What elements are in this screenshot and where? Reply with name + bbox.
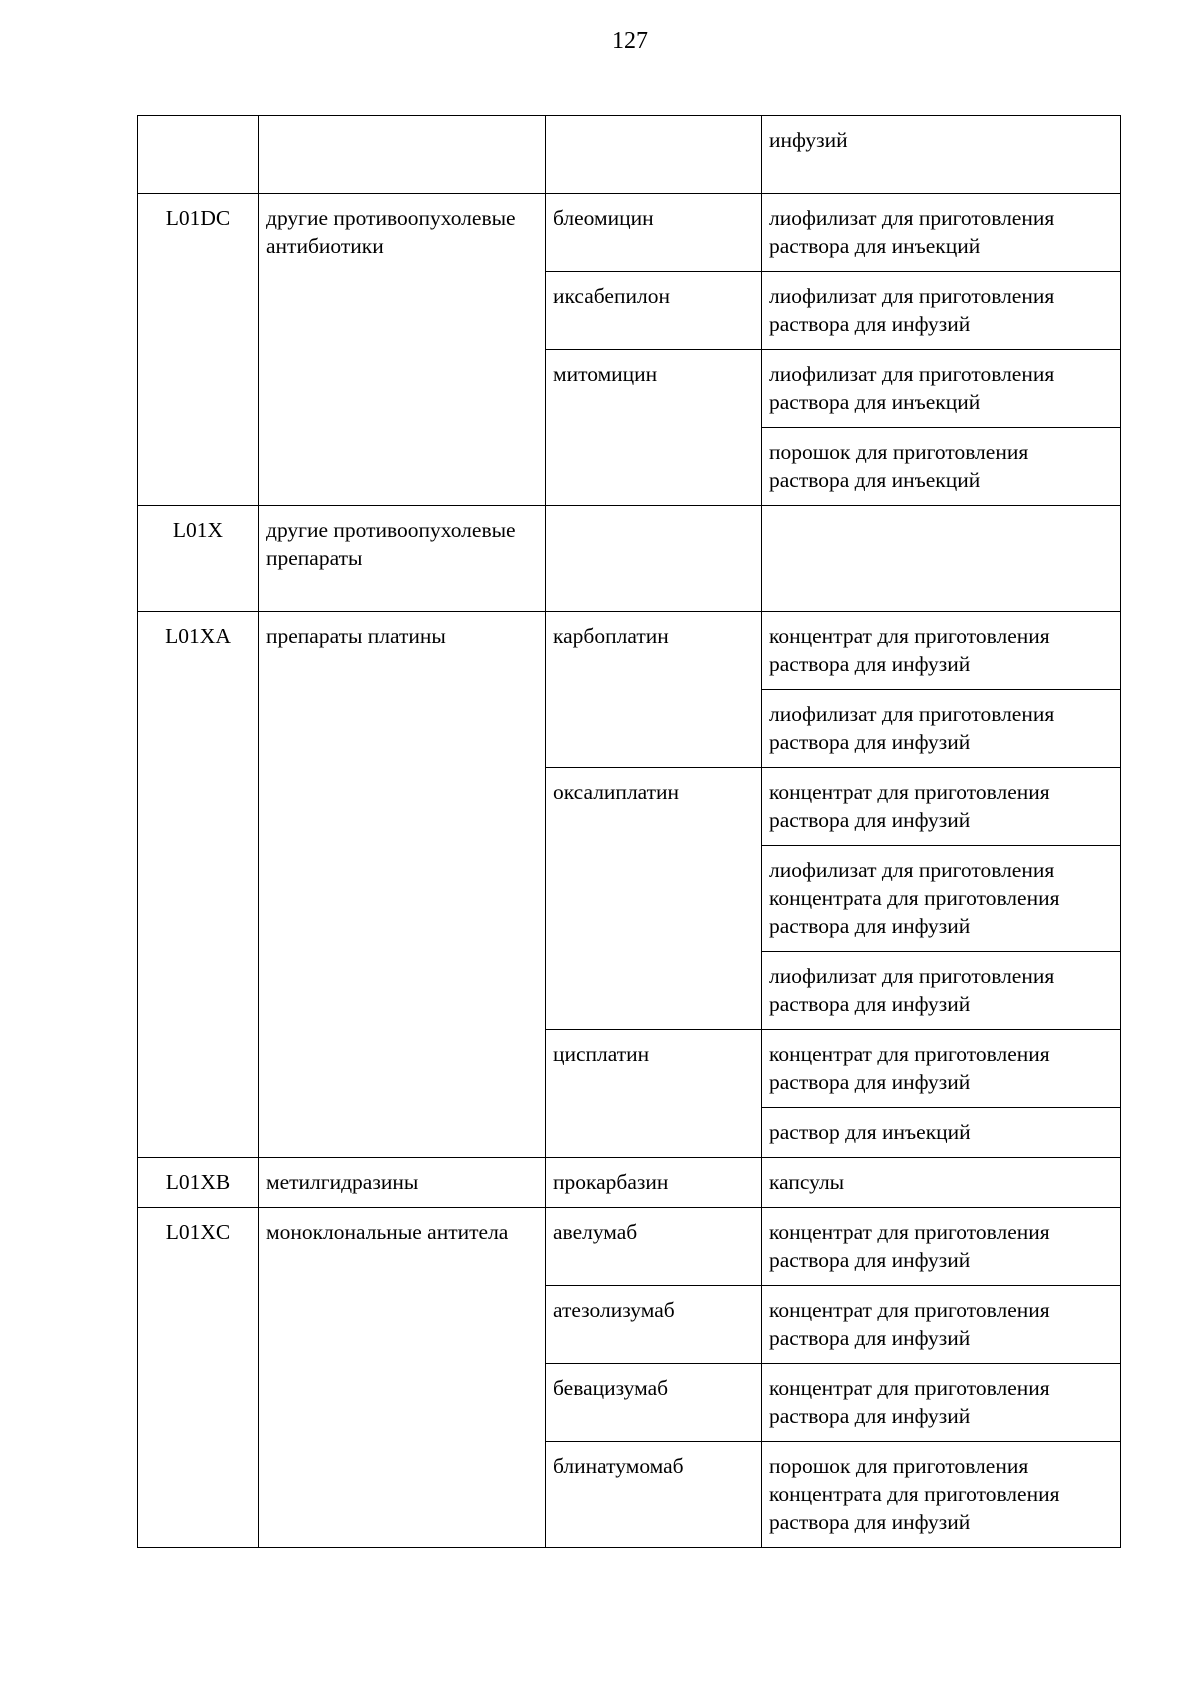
dosage-form-cell: порошок для приготовления концентрата для приготовления раствора для инфузий (762, 1442, 1121, 1548)
drug-cell: прокарбазин (546, 1158, 762, 1208)
drug-table (137, 115, 1121, 1548)
table-row (138, 612, 1121, 690)
group-cell (259, 116, 546, 194)
drug-cell: митомицин (546, 350, 762, 506)
atc-code-cell: L01DC (138, 194, 259, 506)
group-cell: другие противоопухолевые препараты (259, 506, 546, 612)
table-row (138, 1158, 1121, 1208)
group-cell: другие противоопухолевые антибиотики (259, 194, 546, 506)
dosage-form-cell: лиофилизат для приготовления раствора для инфузий (762, 952, 1121, 1030)
drug-cell: блеомицин (546, 194, 762, 272)
table-row (138, 116, 1121, 194)
drug-cell: карбоплатин (546, 612, 762, 768)
dosage-form-cell: порошок для приготовления раствора для инъекций (762, 428, 1121, 506)
group-cell: метилгидразины (259, 1158, 546, 1208)
group-cell: моноклональные антитела (259, 1208, 546, 1548)
dosage-form-cell: концентрат для приготовления раствора для инфузий (762, 1030, 1121, 1108)
dosage-form-cell: капсулы (762, 1158, 1121, 1208)
dosage-form-cell: концентрат для приготовления раствора для инфузий (762, 1208, 1121, 1286)
dosage-form-cell: лиофилизат для приготовления раствора для инъекций (762, 350, 1121, 428)
dosage-form-cell: лиофилизат для приготовления раствора для инъекций (762, 194, 1121, 272)
dosage-form-cell: лиофилизат для приготовления раствора для инфузий (762, 272, 1121, 350)
dosage-form-cell: концентрат для приготовления раствора для инфузий (762, 612, 1121, 690)
drug-cell (546, 116, 762, 194)
dosage-form-cell: концентрат для приготовления раствора для инфузий (762, 1286, 1121, 1364)
dosage-form-cell: концентрат для приготовления раствора для инфузий (762, 768, 1121, 846)
atc-code-cell (138, 116, 259, 194)
atc-code-cell: L01XC (138, 1208, 259, 1548)
drug-cell (546, 506, 762, 612)
dosage-form-cell: лиофилизат для приготовления раствора для инфузий (762, 690, 1121, 768)
atc-code-cell: L01XA (138, 612, 259, 1158)
table-row (138, 1208, 1121, 1286)
drug-cell: блинатумомаб (546, 1442, 762, 1548)
atc-code-cell: L01X (138, 506, 259, 612)
dosage-form-cell: инфузий (762, 116, 1121, 194)
dosage-form-cell (762, 506, 1121, 612)
drug-cell: бевацизумаб (546, 1364, 762, 1442)
drug-cell: оксалиплатин (546, 768, 762, 1030)
drug-cell: цисплатин (546, 1030, 762, 1158)
table-row (138, 194, 1121, 272)
group-cell: препараты платины (259, 612, 546, 1158)
drug-cell: иксабепилон (546, 272, 762, 350)
dosage-form-cell: лиофилизат для приготовления концентрата для приготовления раствора для инфузий (762, 846, 1121, 952)
drug-cell: атезолизумаб (546, 1286, 762, 1364)
page-number: 127 (612, 28, 648, 54)
dosage-form-cell: концентрат для приготовления раствора для инфузий (762, 1364, 1121, 1442)
atc-code-cell: L01XB (138, 1158, 259, 1208)
dosage-form-cell: раствор для инъекций (762, 1108, 1121, 1158)
table-row (138, 506, 1121, 612)
drug-cell: авелумаб (546, 1208, 762, 1286)
